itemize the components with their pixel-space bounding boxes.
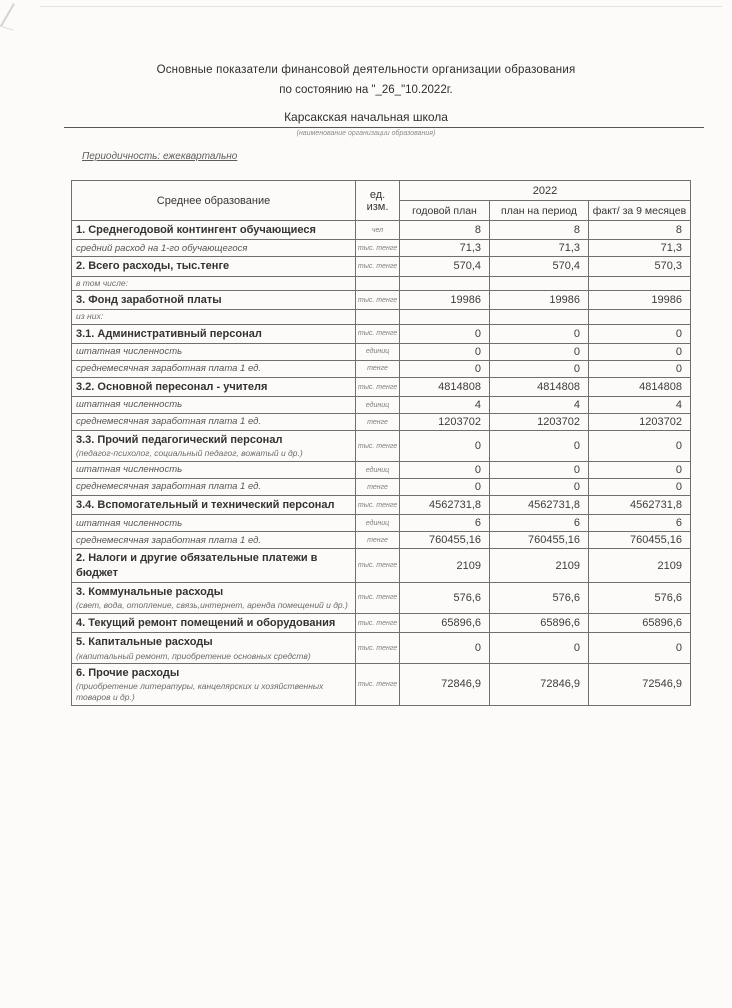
row-value-fact: 6 (589, 515, 691, 532)
row-value-fact: 760455,16 (589, 532, 691, 549)
row-unit: тыс. тенге (356, 613, 400, 632)
table-row (72, 431, 691, 462)
table-header-row-1 (72, 181, 691, 201)
row-value-period-plan: 2109 (490, 549, 589, 583)
row-value-annual-plan: 19986 (400, 290, 490, 309)
row-label: среднемесячная заработная плата 1 ед. (76, 534, 262, 546)
row-value-fact: 0 (589, 633, 691, 664)
row-sublabel: (капитальный ремонт, приобретение основных средств) (76, 650, 311, 661)
row-label: 2. Всего расходы, тыс.тенге (76, 260, 230, 273)
row-value-period-plan: 19986 (490, 290, 589, 309)
row-unit (356, 276, 400, 290)
row-value-period-plan: 570,4 (490, 257, 589, 276)
row-value-period-plan (490, 310, 589, 324)
row-unit: тыс. тенге (356, 257, 400, 276)
organization-name-caption: (наименование организации образования) (296, 130, 436, 137)
row-value-period-plan: 4562731,8 (490, 496, 589, 515)
row-label: 3.1. Административный персонал (76, 327, 262, 340)
table-row (72, 496, 691, 515)
row-value-annual-plan (400, 276, 490, 290)
row-value-period-plan (490, 276, 589, 290)
row-label: 4. Текущий ремонт помещений и оборудования (76, 616, 336, 629)
table-row (72, 310, 691, 324)
row-value-annual-plan: 0 (400, 431, 490, 462)
row-value-annual-plan: 1203702 (400, 414, 490, 431)
row-value-period-plan: 1203702 (490, 414, 589, 431)
row-unit (356, 310, 400, 324)
row-label: среднемесячная заработная плата 1 ед. (76, 481, 262, 493)
row-unit: единиц (356, 515, 400, 532)
header-fact-9-months: факт/ за 9 месяцев (589, 201, 691, 221)
row-value-fact: 0 (589, 479, 691, 496)
table-row (72, 613, 691, 632)
row-value-period-plan: 71,3 (490, 240, 589, 257)
row-label: 3. Коммунальные расходы (76, 585, 224, 598)
row-value-fact: 2109 (589, 549, 691, 583)
header-annual-plan: годовой план (400, 201, 490, 221)
row-unit: тыс. тенге (356, 377, 400, 396)
header-unit: ед. изм. (356, 181, 400, 221)
row-label: из них: (76, 311, 104, 322)
table-row (72, 360, 691, 377)
row-value-fact: 71,3 (589, 240, 691, 257)
row-value-fact (589, 276, 691, 290)
row-label: среднемесячная заработная плата 1 ед. (76, 416, 262, 428)
row-value-annual-plan: 0 (400, 633, 490, 664)
row-value-annual-plan: 0 (400, 343, 490, 360)
row-sublabel: (свет, вода, отопление, связь,интернет, аренда помещений и др.) (76, 600, 348, 611)
row-value-fact: 0 (589, 343, 691, 360)
row-label: 5. Капитальные расходы (76, 636, 213, 649)
row-value-period-plan: 65896,6 (490, 613, 589, 632)
scan-edge-artifact (40, 6, 722, 7)
row-value-annual-plan: 6 (400, 515, 490, 532)
row-value-annual-plan: 71,3 (400, 240, 490, 257)
row-value-fact: 0 (589, 324, 691, 343)
row-label: штатная численность (76, 517, 183, 529)
row-label: штатная численность (76, 464, 183, 476)
row-value-fact: 8 (589, 221, 691, 240)
header-indicator: Среднее образование (72, 181, 356, 221)
row-label: в том числе: (76, 277, 128, 288)
row-value-annual-plan: 4814808 (400, 377, 490, 396)
row-value-period-plan: 760455,16 (490, 532, 589, 549)
row-label: среднемесячная заработная плата 1 ед. (76, 363, 262, 375)
row-unit: тенге (356, 414, 400, 431)
row-value-fact: 0 (589, 462, 691, 479)
row-value-annual-plan: 65896,6 (400, 613, 490, 632)
row-value-period-plan: 72846,9 (490, 664, 589, 706)
row-label: 2. Налоги и другие обязательные платежи в бюджет (76, 552, 318, 579)
row-value-fact: 570,3 (589, 257, 691, 276)
row-unit: тенге (356, 479, 400, 496)
row-value-annual-plan: 570,4 (400, 257, 490, 276)
row-value-period-plan: 6 (490, 515, 589, 532)
row-sublabel: (педагог-психолог, социальный педагог, вожатый и др.) (76, 448, 303, 459)
document-title-line2: по состоянию на "_26_"10.2022г. (279, 84, 453, 96)
row-label: 3.2. Основной пересонал - учителя (76, 380, 268, 393)
row-unit: тенге (356, 360, 400, 377)
row-value-fact: 0 (589, 360, 691, 377)
organization-name: Карсакская начальная школа (284, 110, 448, 124)
row-value-period-plan: 0 (490, 479, 589, 496)
row-value-fact: 4 (589, 397, 691, 414)
row-value-fact: 4814808 (589, 377, 691, 396)
table-row (72, 515, 691, 532)
row-label: 1. Среднегодовой контингент обучающиеся (76, 224, 316, 236)
row-unit: тыс. тенге (356, 664, 400, 706)
row-label: 3.4. Вспомогательный и технический персонал (76, 499, 335, 512)
row-unit: единиц (356, 397, 400, 414)
table-row (72, 257, 691, 276)
row-label: средний расход на 1-го обучающегося (76, 242, 248, 254)
scan-corner-artifact (0, 3, 26, 30)
row-value-period-plan: 0 (490, 462, 589, 479)
row-unit: тыс. тенге (356, 240, 400, 257)
row-value-fact: 1203702 (589, 414, 691, 431)
row-unit: единиц (356, 343, 400, 360)
table-row (72, 290, 691, 309)
table-row (72, 343, 691, 360)
row-label: 3.3. Прочий педагогический персонал (76, 434, 283, 447)
row-value-annual-plan: 576,6 (400, 582, 490, 613)
row-value-period-plan: 8 (490, 221, 589, 240)
row-unit: тыс. тенге (356, 633, 400, 664)
row-value-period-plan: 4 (490, 397, 589, 414)
row-sublabel: (приобретение литературы, канцелярских и хозяйственных товаров и др.) (76, 681, 324, 703)
row-value-period-plan: 0 (490, 633, 589, 664)
table-row (72, 549, 691, 583)
row-label: 3. Фонд заработной платы (76, 293, 222, 306)
row-value-annual-plan: 2109 (400, 549, 490, 583)
row-value-fact (589, 310, 691, 324)
header-year: 2022 (400, 181, 691, 201)
row-value-period-plan: 576,6 (490, 582, 589, 613)
row-unit: чел (356, 221, 400, 240)
row-value-period-plan: 0 (490, 324, 589, 343)
table-row (72, 221, 691, 240)
row-unit: тыс. тенге (356, 582, 400, 613)
row-value-annual-plan: 8 (400, 221, 490, 240)
table-row (72, 324, 691, 343)
row-value-annual-plan: 760455,16 (400, 532, 490, 549)
row-label: штатная численность (76, 399, 183, 411)
organization-name-underline (64, 127, 704, 128)
row-label: штатная численность (76, 346, 183, 358)
row-value-annual-plan: 0 (400, 479, 490, 496)
document-title-line1: Основные показатели финансовой деятельности организации образования (156, 64, 576, 76)
table-body (72, 221, 691, 706)
financial-indicators-table-wrap (71, 180, 690, 706)
row-unit: тыс. тенге (356, 549, 400, 583)
row-unit: тыс. тенге (356, 324, 400, 343)
table-row (72, 664, 691, 706)
table-row (72, 276, 691, 290)
row-unit: тыс. тенге (356, 431, 400, 462)
row-value-period-plan: 0 (490, 343, 589, 360)
row-unit: тыс. тенге (356, 496, 400, 515)
row-value-fact: 4562731,8 (589, 496, 691, 515)
row-value-annual-plan: 4 (400, 397, 490, 414)
row-value-fact: 65896,6 (589, 613, 691, 632)
row-value-annual-plan (400, 310, 490, 324)
table-row (72, 582, 691, 613)
row-value-fact: 576,6 (589, 582, 691, 613)
table-row (72, 532, 691, 549)
row-value-fact: 19986 (589, 290, 691, 309)
row-unit: тенге (356, 532, 400, 549)
table-row (72, 240, 691, 257)
row-value-annual-plan: 0 (400, 462, 490, 479)
row-value-annual-plan: 0 (400, 324, 490, 343)
row-value-annual-plan: 4562731,8 (400, 496, 490, 515)
financial-indicators-table (71, 180, 691, 706)
table-row (72, 462, 691, 479)
table-row (72, 377, 691, 396)
row-value-annual-plan: 0 (400, 360, 490, 377)
table-row (72, 414, 691, 431)
table-row (72, 479, 691, 496)
periodicity-note: Периодичность: ежеквартально (82, 151, 238, 162)
row-value-annual-plan: 72846,9 (400, 664, 490, 706)
row-value-period-plan: 0 (490, 360, 589, 377)
row-unit: тыс. тенге (356, 290, 400, 309)
row-value-fact: 72546,9 (589, 664, 691, 706)
row-value-period-plan: 0 (490, 431, 589, 462)
row-value-fact: 0 (589, 431, 691, 462)
table-row (72, 633, 691, 664)
table-row (72, 397, 691, 414)
header-period-plan: план на период (490, 201, 589, 221)
row-value-period-plan: 4814808 (490, 377, 589, 396)
row-label: 6. Прочие расходы (76, 667, 180, 680)
row-unit: единиц (356, 462, 400, 479)
